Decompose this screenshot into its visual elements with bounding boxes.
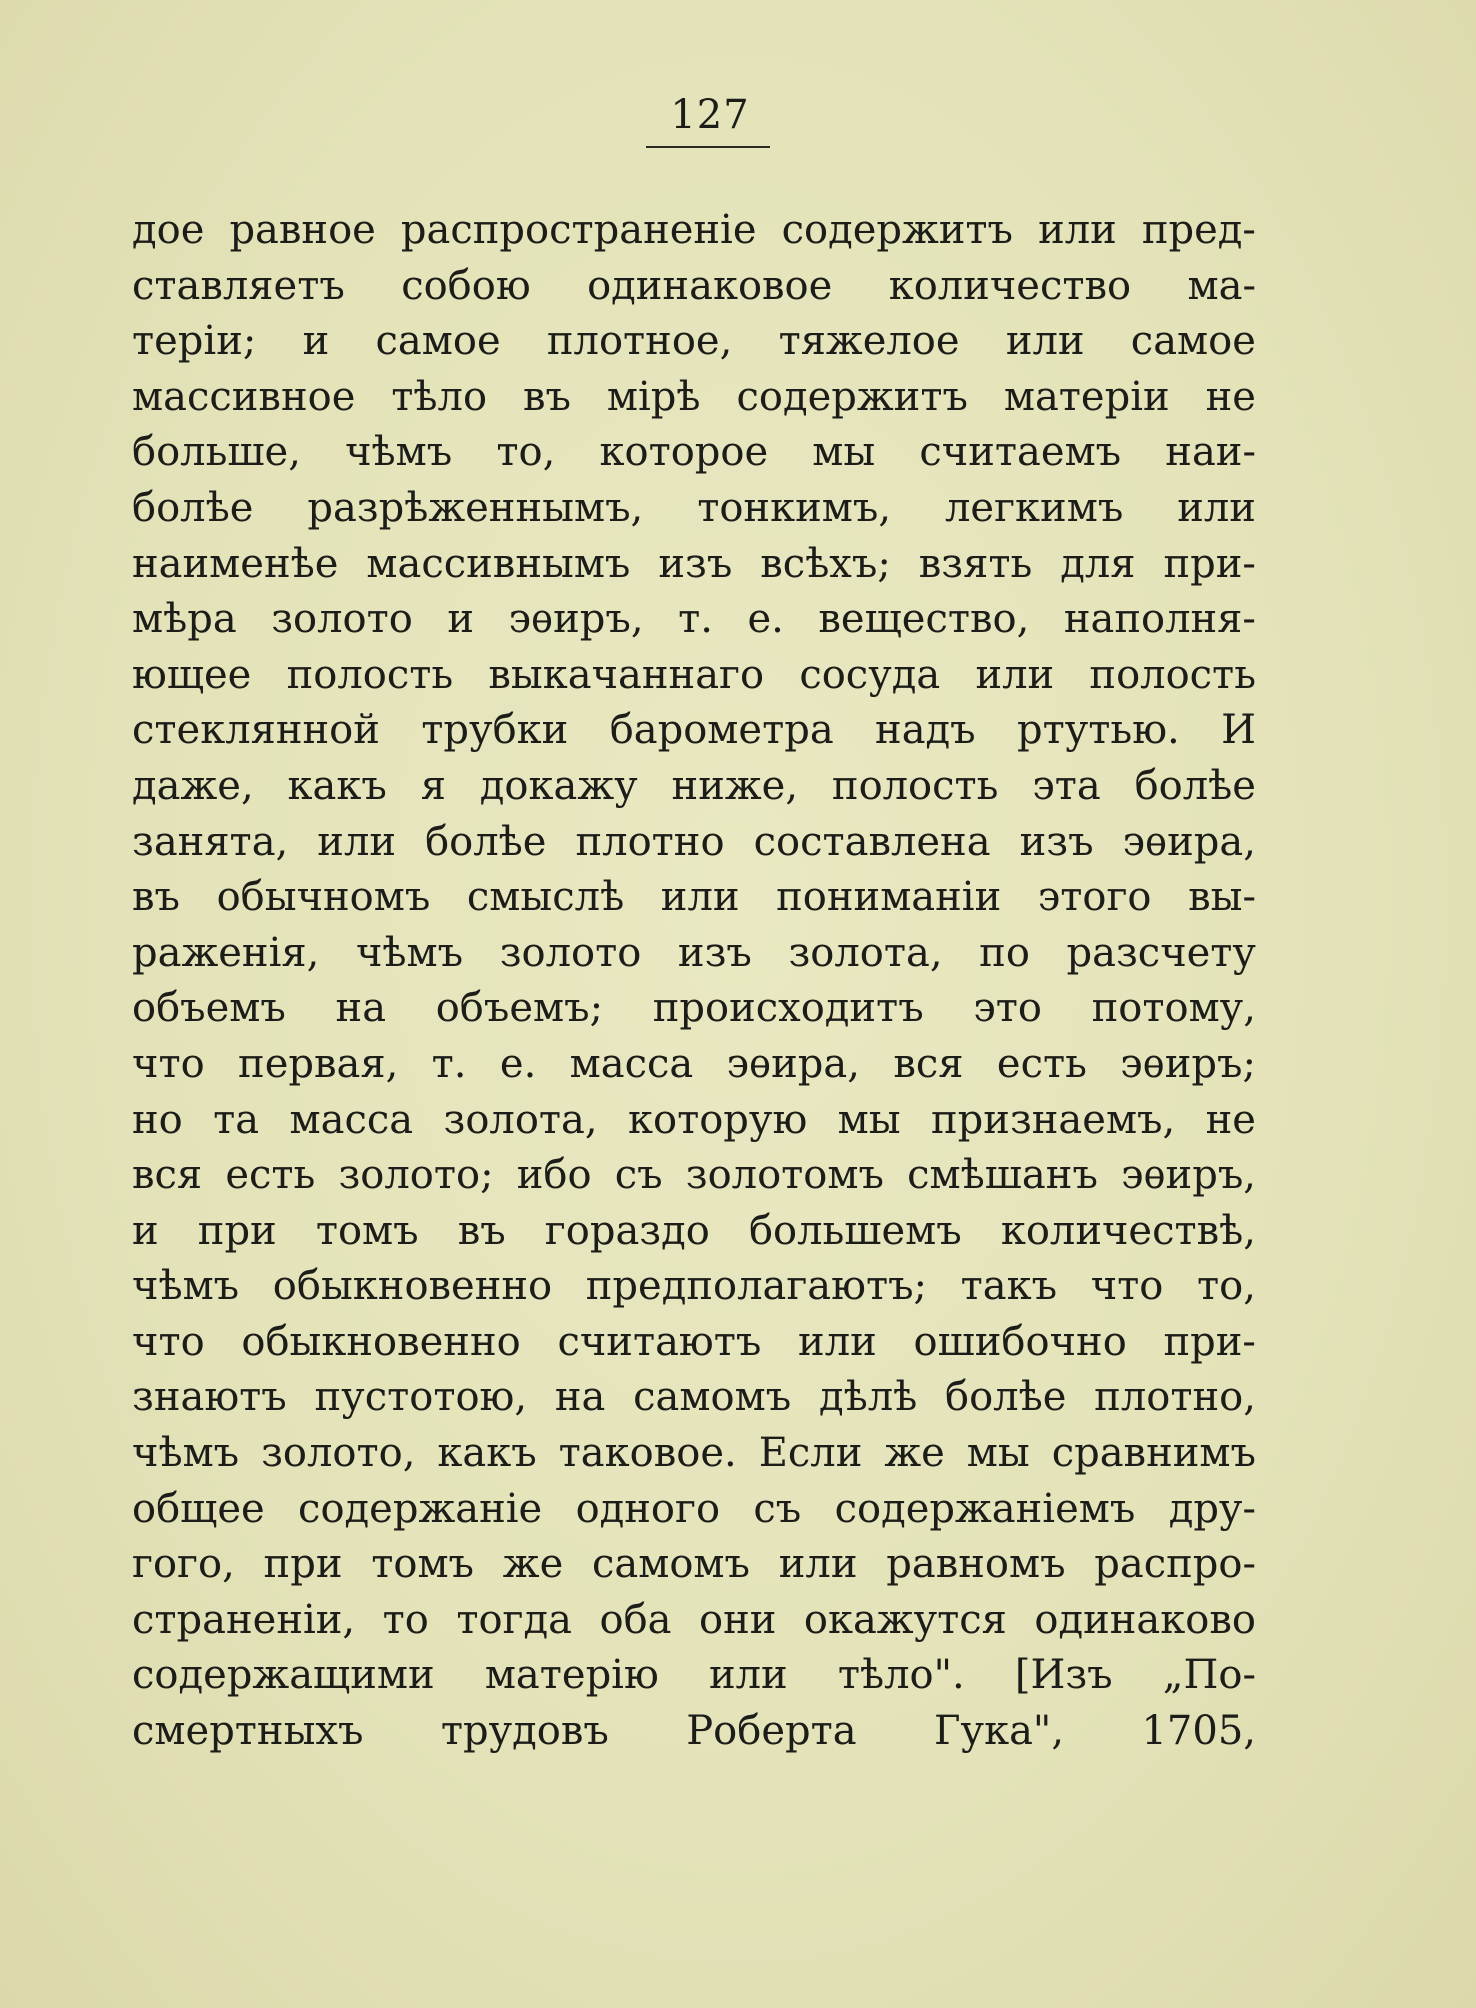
word: на bbox=[554, 1374, 606, 1421]
word: гого, bbox=[132, 1541, 235, 1588]
word: раженія, bbox=[132, 929, 320, 976]
word: окажутся bbox=[803, 1596, 1007, 1643]
word: полость bbox=[286, 651, 454, 698]
word: при- bbox=[1163, 540, 1256, 587]
word: же bbox=[502, 1541, 564, 1588]
word: мы bbox=[837, 1096, 901, 1143]
word: происходитъ bbox=[652, 985, 924, 1032]
word: е. bbox=[747, 596, 784, 643]
word: то, bbox=[1197, 1263, 1256, 1310]
word: при bbox=[263, 1541, 343, 1588]
word: пред- bbox=[1141, 207, 1256, 253]
text-line bbox=[132, 703, 1256, 759]
text-line bbox=[132, 981, 1256, 1037]
word: дру- bbox=[1168, 1485, 1256, 1532]
word: и bbox=[447, 596, 475, 643]
text-line bbox=[132, 759, 1256, 815]
word: то bbox=[382, 1596, 429, 1643]
word: болѣе bbox=[1134, 762, 1256, 809]
word: не bbox=[1205, 373, 1256, 420]
word: таковое. bbox=[558, 1430, 737, 1477]
word: такъ bbox=[960, 1263, 1058, 1310]
text-line bbox=[132, 1537, 1256, 1593]
word: не bbox=[1205, 1096, 1256, 1143]
word: масса bbox=[569, 1040, 694, 1087]
word: полость bbox=[1089, 651, 1256, 698]
text-line bbox=[132, 425, 1256, 481]
word: вся bbox=[893, 1040, 964, 1087]
text-line bbox=[132, 1037, 1256, 1093]
word: обычномъ bbox=[216, 874, 431, 921]
word: смертныхъ bbox=[132, 1708, 364, 1755]
word: одинаково bbox=[1034, 1596, 1256, 1643]
word: содержитъ bbox=[781, 207, 1014, 253]
word: вещество, bbox=[818, 596, 1030, 643]
word: смыслѣ bbox=[466, 874, 625, 921]
word: надъ bbox=[875, 707, 976, 754]
word: самомъ bbox=[633, 1374, 792, 1421]
word: Роберта bbox=[686, 1708, 857, 1755]
word: пустотою, bbox=[314, 1374, 528, 1421]
word: при- bbox=[1163, 1318, 1256, 1365]
word: признаемъ, bbox=[931, 1096, 1176, 1143]
page-number-rule bbox=[646, 146, 770, 148]
word: изъ bbox=[677, 929, 752, 976]
word: количествѣ, bbox=[1000, 1207, 1256, 1254]
word: плотно bbox=[575, 818, 725, 865]
word: распространеніе bbox=[400, 207, 757, 253]
word: полость bbox=[831, 762, 999, 809]
word: содержащими bbox=[132, 1652, 435, 1699]
word: болѣе bbox=[425, 818, 547, 865]
word: самомъ bbox=[591, 1541, 750, 1588]
word: мы bbox=[966, 1430, 1030, 1477]
word: мѣра bbox=[132, 596, 237, 643]
text-line bbox=[132, 203, 1256, 259]
word: есть bbox=[996, 1040, 1087, 1087]
word: при bbox=[197, 1207, 277, 1254]
word: въ bbox=[522, 373, 571, 420]
word: ниже, bbox=[671, 762, 799, 809]
word: болѣе bbox=[132, 484, 254, 531]
word: что bbox=[1090, 1263, 1164, 1310]
word: занята, bbox=[132, 818, 289, 865]
word: чѣмъ bbox=[132, 1430, 240, 1477]
word: изъ bbox=[1019, 818, 1094, 865]
word: одного bbox=[575, 1485, 721, 1532]
word: но bbox=[132, 1096, 183, 1143]
word: потому, bbox=[1091, 985, 1256, 1032]
word: или bbox=[798, 1318, 877, 1365]
word: всѣхъ; bbox=[760, 540, 891, 587]
word: легкимъ bbox=[945, 484, 1124, 531]
word: въ bbox=[457, 1207, 506, 1254]
word: золото, bbox=[261, 1430, 416, 1477]
body-text bbox=[132, 203, 1256, 1760]
word: знаютъ bbox=[132, 1374, 287, 1421]
text-line bbox=[132, 481, 1256, 537]
word: наименѣе bbox=[132, 540, 339, 587]
text-line bbox=[132, 592, 1256, 648]
word: е. bbox=[499, 1040, 537, 1087]
text-line bbox=[132, 1482, 1256, 1538]
word: разсчету bbox=[1066, 929, 1256, 976]
word: томъ bbox=[371, 1541, 475, 1588]
word: и bbox=[132, 1207, 159, 1254]
word: что bbox=[132, 1318, 205, 1365]
text-line bbox=[132, 1204, 1256, 1260]
word: Если bbox=[758, 1430, 863, 1477]
text-line bbox=[132, 259, 1256, 315]
word: смѣшанъ bbox=[907, 1152, 1098, 1199]
word: распро- bbox=[1094, 1541, 1256, 1588]
word: есть bbox=[225, 1152, 316, 1199]
word: ющее bbox=[132, 651, 252, 698]
word: обыкновенно bbox=[272, 1263, 553, 1310]
word: для bbox=[1060, 540, 1136, 587]
word: ибо bbox=[516, 1152, 592, 1199]
text-line bbox=[132, 1370, 1256, 1426]
word: вся bbox=[132, 1152, 203, 1199]
word: съ bbox=[753, 1485, 802, 1532]
word: даже, bbox=[132, 762, 254, 809]
word: первая, bbox=[238, 1040, 399, 1087]
word: теріи; bbox=[132, 318, 257, 365]
word: съ bbox=[614, 1152, 663, 1199]
word: обыкновенно bbox=[241, 1318, 521, 1365]
text-line bbox=[132, 1426, 1256, 1482]
text-line bbox=[132, 537, 1256, 593]
word: выкачаннаго bbox=[488, 651, 765, 698]
word: или bbox=[1038, 207, 1117, 253]
word: или bbox=[1177, 484, 1256, 531]
text-line bbox=[132, 648, 1256, 704]
word: чѣмъ bbox=[345, 429, 453, 476]
word: золота, bbox=[788, 929, 943, 976]
word: что bbox=[132, 1040, 205, 1087]
word: оба bbox=[599, 1596, 672, 1643]
word: содержаніе bbox=[298, 1485, 543, 1532]
word: одинаковое bbox=[587, 262, 833, 309]
word: ставляетъ bbox=[132, 262, 345, 309]
word: т. bbox=[431, 1040, 467, 1087]
word: „По- bbox=[1162, 1652, 1256, 1699]
word: болѣе bbox=[945, 1374, 1067, 1421]
text-line bbox=[132, 1315, 1256, 1371]
word: общее bbox=[132, 1485, 265, 1532]
word: эѳиръ, bbox=[508, 596, 644, 643]
word: это bbox=[973, 985, 1042, 1032]
word: вы- bbox=[1188, 874, 1256, 921]
word: предполагаютъ; bbox=[585, 1263, 928, 1310]
text-line bbox=[132, 1648, 1256, 1704]
word: трудовъ bbox=[440, 1708, 609, 1755]
word: или bbox=[1005, 318, 1085, 365]
word: большемъ bbox=[748, 1207, 962, 1254]
word: золотомъ bbox=[685, 1152, 884, 1199]
word: сравнимъ bbox=[1051, 1430, 1256, 1477]
word: эѳиръ; bbox=[1120, 1040, 1256, 1087]
word: пониманіи bbox=[776, 874, 1002, 921]
word: мірѣ bbox=[606, 373, 701, 420]
word: этого bbox=[1037, 874, 1152, 921]
word: на bbox=[335, 985, 387, 1032]
word: ртутью. bbox=[1017, 707, 1180, 754]
word: чѣмъ bbox=[132, 1263, 240, 1310]
word: тѣло bbox=[391, 373, 488, 420]
word: объемъ; bbox=[435, 985, 604, 1032]
word: эта bbox=[1032, 762, 1101, 809]
word: наполня- bbox=[1063, 596, 1256, 643]
word: они bbox=[698, 1596, 777, 1643]
word: докажу bbox=[479, 762, 638, 809]
word: собою bbox=[401, 262, 531, 309]
word: то, bbox=[496, 429, 556, 476]
word: эѳиръ, bbox=[1121, 1152, 1256, 1199]
word: объемъ bbox=[132, 985, 286, 1032]
word: изъ bbox=[658, 540, 733, 587]
word: же bbox=[884, 1430, 945, 1477]
text-line bbox=[132, 1093, 1256, 1149]
word: равномъ bbox=[886, 1541, 1066, 1588]
word: или bbox=[708, 1652, 788, 1699]
word: самое bbox=[375, 318, 501, 365]
word: чѣмъ bbox=[355, 929, 464, 976]
word: сосуда bbox=[799, 651, 941, 698]
word: тонкимъ, bbox=[697, 484, 892, 531]
word: томъ bbox=[315, 1207, 419, 1254]
text-line bbox=[132, 1593, 1256, 1649]
word: какъ bbox=[437, 1430, 537, 1477]
text-line bbox=[132, 815, 1256, 871]
word: или bbox=[660, 874, 740, 921]
word: золото bbox=[499, 929, 642, 976]
word: которую bbox=[628, 1096, 808, 1143]
word: страненіи, bbox=[132, 1596, 356, 1643]
word: дѣлѣ bbox=[818, 1374, 918, 1421]
word: разрѣженнымъ, bbox=[307, 484, 644, 531]
word: [Изъ bbox=[1014, 1652, 1113, 1699]
word: тогда bbox=[456, 1596, 572, 1643]
word: плотно, bbox=[1094, 1374, 1256, 1421]
text-line bbox=[132, 1704, 1256, 1760]
word: 1705, bbox=[1141, 1708, 1256, 1755]
word: масса bbox=[289, 1096, 414, 1143]
word: ошибочно bbox=[913, 1318, 1127, 1365]
word: тѣло". bbox=[837, 1652, 965, 1699]
word: какъ bbox=[287, 762, 387, 809]
text-line bbox=[132, 870, 1256, 926]
word: считаютъ bbox=[557, 1318, 762, 1365]
word: больше, bbox=[132, 429, 301, 476]
word: дое bbox=[132, 207, 205, 253]
word: трубки bbox=[421, 707, 569, 754]
word: та bbox=[213, 1096, 260, 1143]
word: или bbox=[975, 651, 1055, 698]
text-line bbox=[132, 314, 1256, 370]
word: равное bbox=[229, 207, 376, 253]
word: золота, bbox=[443, 1096, 598, 1143]
text-line bbox=[132, 926, 1256, 982]
word: золото bbox=[271, 596, 413, 643]
word: т. bbox=[678, 596, 713, 643]
word: ма- bbox=[1187, 262, 1256, 309]
word: въ bbox=[132, 874, 180, 921]
word: содержитъ bbox=[736, 373, 968, 420]
word: барометра bbox=[609, 707, 834, 754]
text-line bbox=[132, 370, 1256, 426]
word: содержаніемъ bbox=[834, 1485, 1136, 1532]
word: матерію bbox=[484, 1652, 659, 1699]
word: или bbox=[778, 1541, 858, 1588]
page-number: 127 bbox=[670, 92, 750, 138]
word: взять bbox=[918, 540, 1033, 587]
word: Гука", bbox=[934, 1708, 1065, 1755]
word: И bbox=[1221, 707, 1256, 754]
word: наи- bbox=[1165, 429, 1256, 476]
word: эѳира, bbox=[726, 1040, 860, 1087]
word: составлена bbox=[753, 818, 991, 865]
word: мы bbox=[812, 429, 876, 476]
word: эѳира, bbox=[1122, 818, 1256, 865]
text-line bbox=[132, 1259, 1256, 1315]
word: самое bbox=[1130, 318, 1256, 365]
word: массивнымъ bbox=[366, 540, 631, 587]
word: и bbox=[302, 318, 330, 365]
word: по bbox=[979, 929, 1030, 976]
word: матеріи bbox=[1003, 373, 1170, 420]
word: золото; bbox=[338, 1152, 494, 1199]
word: которое bbox=[599, 429, 769, 476]
word: стеклянной bbox=[132, 707, 380, 754]
word: тяжелое bbox=[778, 318, 960, 365]
word: количество bbox=[888, 262, 1132, 309]
word: гораздо bbox=[544, 1207, 710, 1254]
text-line bbox=[132, 1148, 1256, 1204]
word: плотное, bbox=[546, 318, 733, 365]
word: я bbox=[420, 762, 446, 809]
word: или bbox=[317, 818, 397, 865]
word: массивное bbox=[132, 373, 356, 420]
word: считаемъ bbox=[919, 429, 1122, 476]
